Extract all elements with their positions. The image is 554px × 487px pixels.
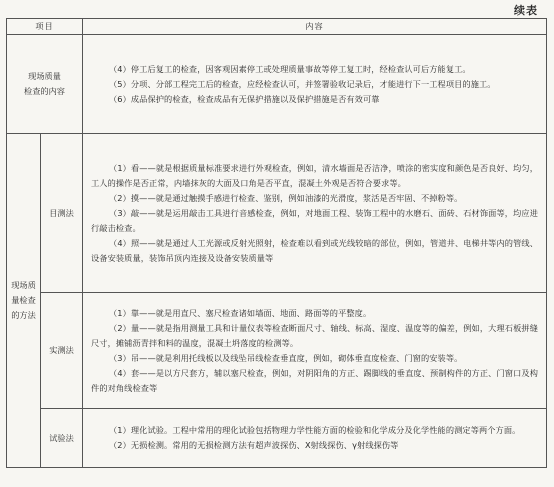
section2-label-line: 现场质 (11, 280, 36, 290)
section1-label-line1: 现场质量 (28, 71, 61, 81)
section2-label (7, 134, 41, 468)
section1-paragraph: （5）分项、分部工程完工后的检查，应经检查认可，并签署验收记录后，才能进行下一工程项目的施工。 (109, 78, 496, 89)
section1-label-line2: 检查的内容 (24, 86, 65, 96)
method-paragraph: （2）无损检测。常用的无损检测方法有超声波探伤、X射线探伤、γ射线探伤等 (109, 440, 399, 450)
method-content-visual (83, 134, 547, 293)
header-content: 内容 (83, 19, 547, 35)
section1-label (7, 35, 83, 134)
method-content-test (83, 409, 547, 468)
section1-paragraph: （6）成品保护的检查，检查成品有无保护措施以及保护措施是否有效可靠 (109, 93, 380, 104)
method-paragraph: （1）靠——就是用直尺、塞尺检查诸如墙面、地面、路面等的平整度。 (109, 307, 372, 318)
quality-inspection-table (6, 18, 547, 468)
section1-paragraph: （4）停工后复工的检查，因客观因素停工或处理质量事故等停工复工时，经检查认可后方能复工。 (109, 63, 471, 74)
method-row-measure (7, 293, 547, 409)
header-item: 项目 (7, 19, 83, 35)
section2-label-line: 的方法 (11, 310, 36, 320)
method-paragraph: （3）吊——就是利用托线板以及线坠吊线检查垂直度，例如，砌体垂直度检查、门窗的安装等。 (109, 352, 463, 363)
method-paragraph: （2）摸——就是通过触摸手感进行检查、鉴别，例如油漆的光滑度，浆活是否牢固、不掉粉等。 (109, 192, 463, 203)
method-content-measure (83, 293, 547, 409)
method-paragraph: （2）量——就是指用测量工具和计量仪表等检查断面尺寸、轴线、标高、湿度、温度等的偏差，例如，大理石板拼缝尺寸，摊铺沥青拌和料的温度，混凝土坍落度的检测等。 (91, 322, 539, 348)
section1-content (83, 35, 547, 134)
method-name-visual: 目测法 (41, 134, 83, 293)
header-row (7, 19, 547, 35)
continued-label: 续表 (514, 4, 538, 17)
method-paragraph: （3）敲——就是运用敲击工具进行音感检查，例如，对地面工程、装饰工程中的水磨石、面砖、石材饰面等，均应进行敲击检查。 (91, 207, 539, 233)
method-row-test (7, 409, 547, 468)
method-paragraph: （1）看——就是根据质量标准要求进行外观检查，例如，清水墙面是否洁净，喷涂的密实度和颜色是否良好、均匀，工人的操作是否正常，内墙抹灰的大面及口角是否平直，混凝土外观是否符合要求等。 (91, 162, 539, 188)
section1-row (7, 35, 547, 134)
method-paragraph: （4）套——是以方尺套方，辅以塞尺检查，例如，对阴阳角的方正、踢脚线的垂直度、预制构件的方正、门窗口及构件的对角线检查等 (91, 367, 539, 393)
method-name-measure: 实测法 (41, 293, 83, 409)
method-row-visual (7, 134, 547, 293)
method-name-test: 试验法 (41, 409, 83, 468)
method-paragraph: （4）照——就是通过人工光源或反射光照射，检查难以看到或光线较暗的部位，例如，管道井、电梯井等内的管线、设备安装质量，装饰吊顶内连接及设备安装质量等 (91, 237, 539, 263)
method-paragraph: （1）理化试验。工程中常用的理化试验包括物理力学性能方面的检验和化学成分及化学性能的测定等两个方面。 (109, 425, 521, 435)
section2-label-line: 量检查 (11, 295, 36, 305)
